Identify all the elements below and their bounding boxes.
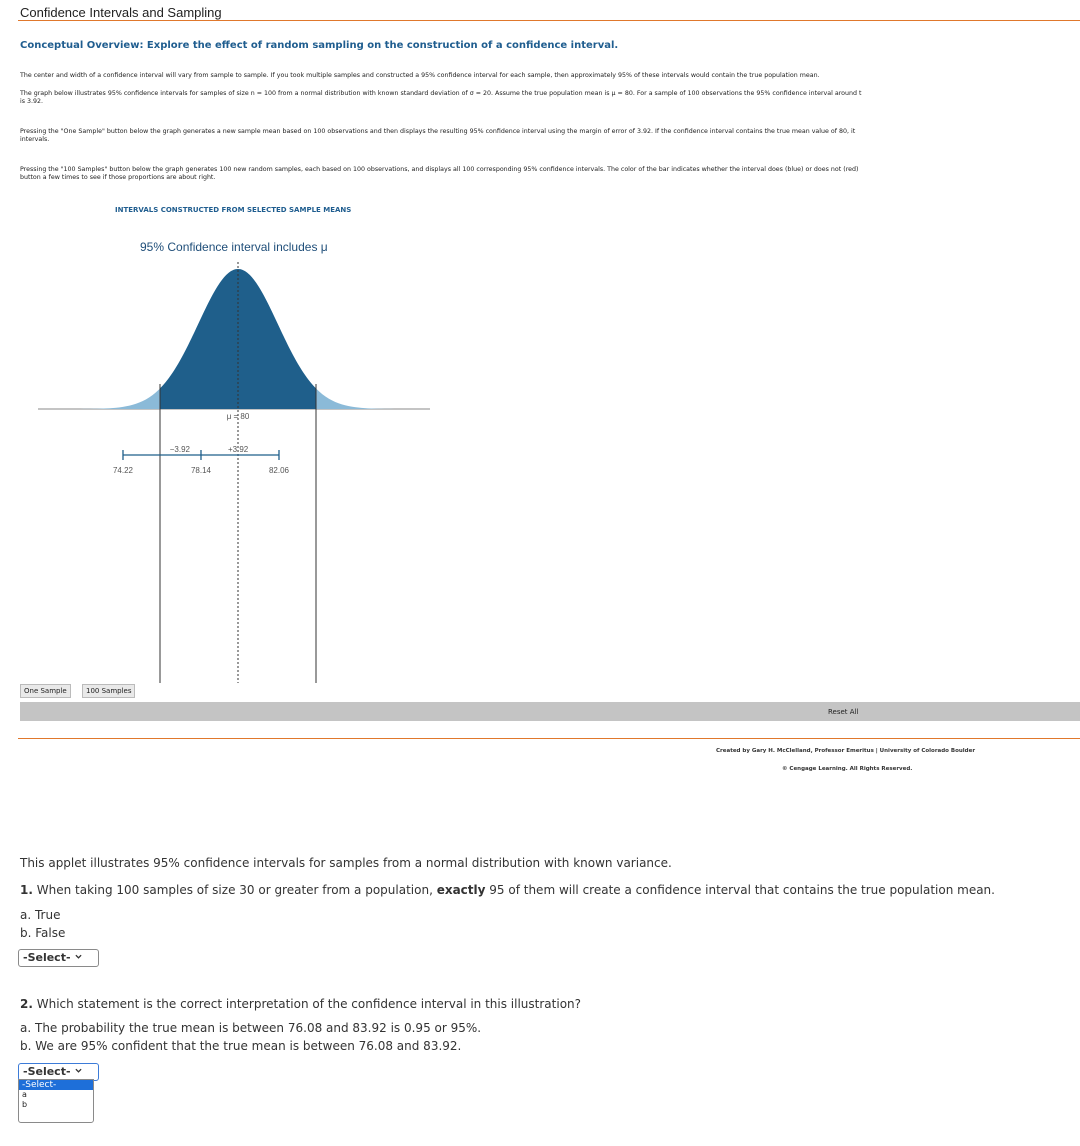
chart-section-title: INTERVALS CONSTRUCTED FROM SELECTED SAMPLE MEANS [115, 206, 352, 214]
chevron-down-icon [75, 1067, 82, 1074]
reset-all-button[interactable]: Reset All [828, 708, 859, 716]
ci-upper-label: 82.06 [268, 466, 290, 475]
intro-paragraph-4-cont: button a few times to see if those proportions are about right. [20, 174, 216, 181]
intro-paragraph-1: The center and width of a confidence interval will vary from sample to sample. If you took multiple samples and constructed a 95% confidence interval for each sample, then approximately 95% of these intervals would contain the true population mean. [20, 72, 820, 79]
dropdown-option-a[interactable]: a [22, 1090, 27, 1099]
question-intro: This applet illustrates 95% confidence intervals for samples from a normal distribution with known variance. [20, 856, 672, 870]
dropdown-option-select[interactable]: -Select- [19, 1080, 93, 1090]
question-2-option-b: b. We are 95% confident that the true mean is between 76.08 and 83.92. [20, 1039, 462, 1053]
question-1-text-a: When taking 100 samples of size 30 or greater from a population, [32, 883, 437, 897]
footer-divider [18, 738, 1080, 739]
chevron-down-icon [75, 953, 82, 960]
control-bar [20, 702, 1080, 721]
ci-center-label: 78.14 [190, 466, 212, 475]
dropdown-option-b[interactable]: b [22, 1100, 28, 1109]
question-1-emphasis: exactly [436, 883, 486, 897]
app-title: Confidence Intervals and Sampling [20, 5, 222, 20]
question-2-select-value: -Select- [23, 1065, 71, 1078]
credit-text: Created by Gary H. McClelland, Professor Emeritus | University of Colorado Boulder [716, 748, 976, 754]
confidence-interval-plot [0, 250, 440, 690]
question-2 [20, 997, 581, 1011]
question-1-select[interactable] [18, 949, 99, 967]
question-2-number: 2. [20, 997, 33, 1011]
intro-paragraph-2: The graph below illustrates 95% confidence intervals for samples of size n = 100 from a normal distribution with known standard deviation of σ = 20. Assume the true population mean is μ = 80. For a sample of 100 observations the 95% confidence interval around t [20, 90, 862, 97]
copyright-text: © Cengage Learning. All Rights Reserved. [782, 766, 913, 772]
header-divider [18, 20, 1080, 21]
distribution-title: 95% Confidence interval includes μ [140, 240, 328, 254]
question-1-option-b: b. False [20, 926, 66, 940]
question-1-option-a: a. True [20, 908, 61, 922]
question-1-number: 1. [20, 883, 33, 897]
question-1-text-b: 95 of them will create a confidence interval that contains the true population mean. [485, 883, 995, 897]
intro-paragraph-3: Pressing the "One Sample" button below the graph generates a new sample mean based on 100 observations and then displays the resulting 95% confidence interval using the margin of error of 3.92. If the confidence interval contains the true mean value of 80, it [20, 128, 856, 135]
minus-moe-label: −3.92 [169, 445, 190, 454]
question-2-dropdown-list [18, 1079, 94, 1123]
question-1 [20, 883, 995, 897]
hundred-samples-button[interactable]: 100 Samples [82, 684, 135, 698]
question-2-text: Which statement is the correct interpretation of the confidence interval in this illustration? [32, 997, 582, 1011]
conceptual-overview: Conceptual Overview: Explore the effect of random sampling on the construction of a confidence interval. [20, 40, 619, 51]
intro-paragraph-4: Pressing the "100 Samples" button below the graph generates 100 new random samples, each based on 100 observations, and displays all 100 corresponding 95% confidence intervals. The color of the bar indicates whether the interval does (blue) or does not (red) [20, 166, 859, 173]
question-1-select-value: -Select- [23, 951, 71, 964]
plus-moe-label: +3.92 [228, 445, 249, 454]
mu-label: μ = 80 [226, 412, 250, 421]
intro-paragraph-2-cont: is 3.92. [20, 98, 44, 105]
question-2-option-a: a. The probability the true mean is between 76.08 and 83.92 is 0.95 or 95%. [20, 1021, 482, 1035]
intro-paragraph-3-cont: intervals. [20, 136, 50, 143]
ci-lower-label: 74.22 [112, 466, 134, 475]
one-sample-button[interactable]: One Sample [20, 684, 71, 698]
